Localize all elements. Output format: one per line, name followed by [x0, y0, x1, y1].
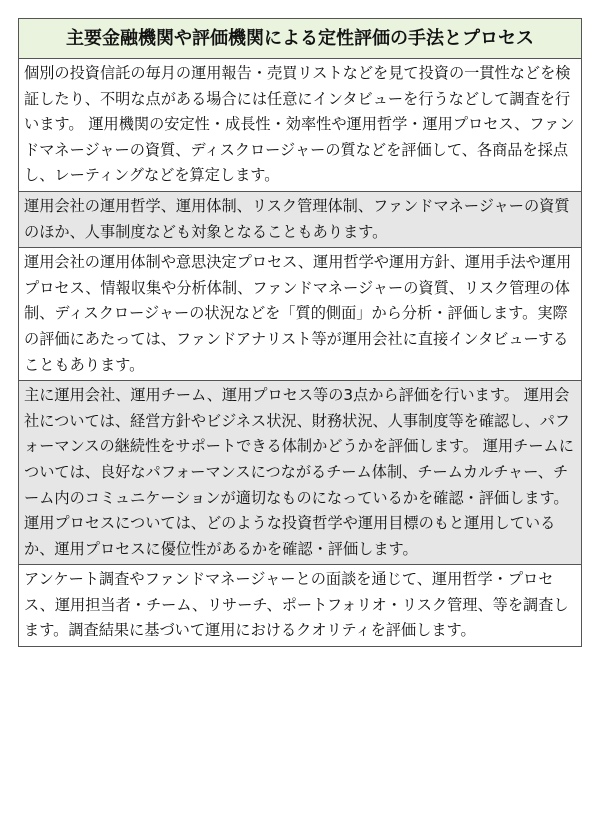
- table-row-2-text: 運用会社の運用哲学、運用体制、リスク管理体制、ファンドマネージャーの資質のほか、人事制度なども対象となることもあります。: [19, 191, 582, 247]
- table-header-row: [19, 19, 582, 59]
- evaluation-methods-table: [18, 18, 582, 647]
- table-row-4-text: 主に運用会社、運用チーム、運用プロセス等の3点から評価を行います。 運用会社については、経営方針やビジネス状況、財務状況、人事制度等を確認し、パフォーマンスの継続性をサポートできる体制かどうかを評価します。 運用チームについては、良好なパフォーマンスにつながるチーム体制、チームカルチャー、チーム内のコミュニケーションが適切なものになっているかを確認・評価します。運用プロセスについては、どのような投資哲学や運用目標のもと運用しているか、運用プロセスに優位性があるかを確認・評価します。: [19, 381, 582, 565]
- table-row: [19, 59, 582, 192]
- table-row: [19, 381, 582, 565]
- table-row: [19, 565, 582, 647]
- table-row-5-text: アンケート調査やファンドマネージャーとの面談を通じて、運用哲学・プロセス、運用担当者・チーム、リサーチ、ポートフォリオ・リスク管理、等を調査します。調査結果に基づいて運用におけるクオリティを評価します。: [19, 565, 582, 647]
- table-row-3-text: 運用会社の運用体制や意思決定プロセス、運用哲学や運用方針、運用手法や運用プロセス、情報収集や分析体制、ファンドマネージャーの資質、リスク管理の体制、ディスクロージャーの状況などを「質的側面」から分析・評価します。実際の評価にあたっては、ファンドアナリスト等が運用会社に直接インタビューすることもあります。: [19, 248, 582, 381]
- table-title: 主要金融機関や評価機関による定性評価の手法とプロセス: [19, 19, 582, 59]
- table-row: [19, 248, 582, 381]
- table-row: [19, 191, 582, 247]
- table-row-1-text: 個別の投資信託の毎月の運用報告・売買リストなどを見て投資の一貫性などを検証したり、不明な点がある場合には任意にインタビューを行うなどして調査を行います。 運用機関の安定性・成長性・効率性や運用哲学・運用プロセス、ファンドマネージャーの資質、ディスクロージャーの質などを評価して、各商品を採点し、レーティングなどを算定します。: [19, 59, 582, 192]
